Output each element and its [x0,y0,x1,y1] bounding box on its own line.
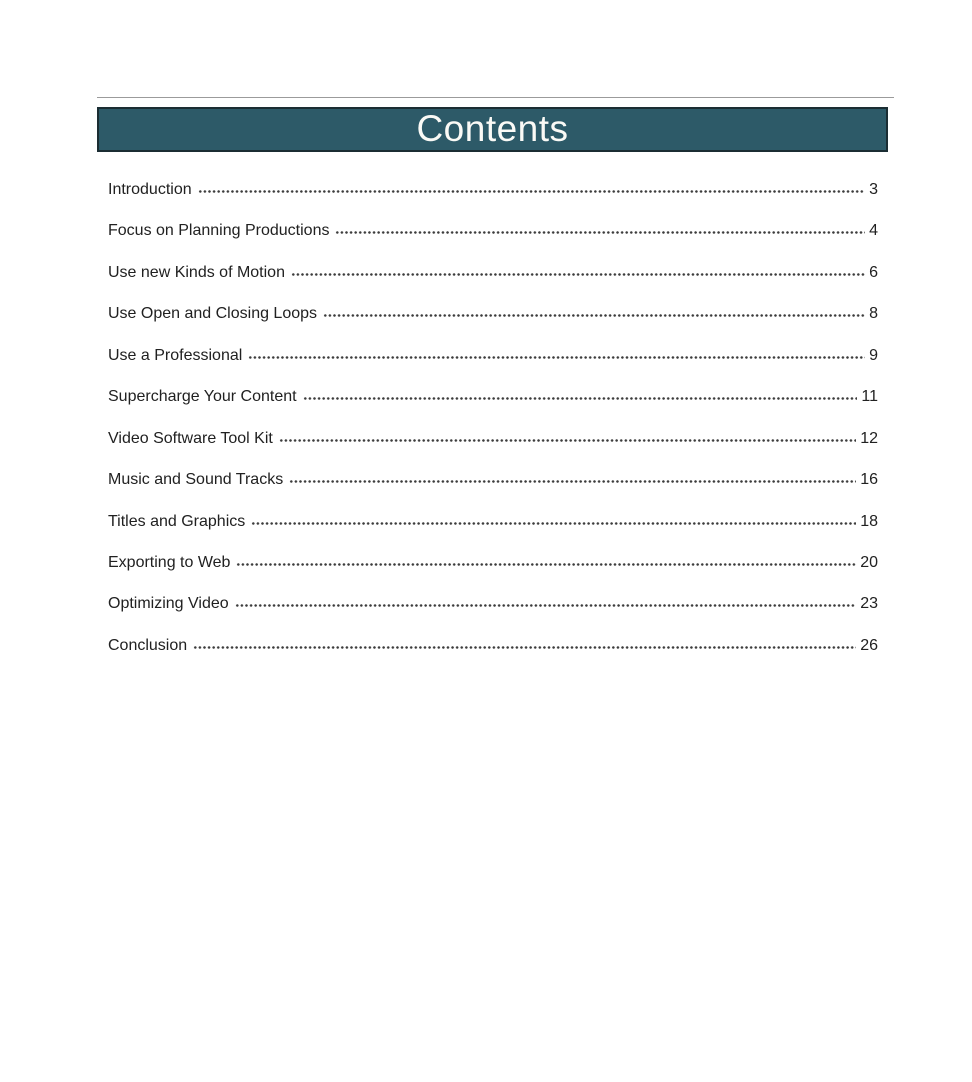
toc-leader-dots [323,313,865,318]
toc-page-number: 20 [860,553,878,571]
toc-entry-title: Exporting to Web [108,553,231,571]
toc-entry-title: Conclusion [108,636,188,654]
horizontal-rule [97,97,894,98]
toc-entry-title: Video Software Tool Kit [108,429,273,447]
toc-entry-title: Use Open and Closing Loops [108,305,318,323]
toc-page-number: 26 [860,636,878,654]
toc-entry [108,293,878,334]
table-of-contents [108,169,878,666]
toc-entry-title: Introduction [108,181,192,198]
toc-entry [108,169,878,210]
toc-entry [108,210,878,251]
toc-leader-dots [251,521,856,526]
toc-entry-title: Optimizing Video [108,595,229,613]
contents-header-bar [97,107,888,152]
toc-page-number: 9 [869,346,878,364]
toc-entry [108,252,878,293]
toc-leader-dots [236,562,856,567]
toc-entry-title: Use a Professional [108,346,243,364]
toc-page-number: 11 [861,388,878,406]
toc-leader-dots [193,645,856,650]
toc-entry [108,542,878,583]
toc-entry [108,501,878,542]
toc-leader-dots [335,230,865,235]
toc-page-number: 6 [869,263,878,281]
page-title: Contents [416,107,569,149]
toc-page-number: 3 [869,181,878,198]
toc-entry-title: Music and Sound Tracks [108,471,284,489]
toc-entry [108,459,878,500]
toc-entry-title: Supercharge Your Content [108,388,297,406]
toc-leader-dots [289,479,856,484]
toc-leader-dots [279,438,856,443]
toc-leader-dots [235,603,857,608]
toc-page-number: 23 [860,595,878,613]
toc-leader-dots [248,355,865,360]
toc-entry-title: Focus on Planning Productions [108,222,330,240]
toc-leader-dots [303,396,858,401]
toc-leader-dots [198,189,865,194]
toc-entry [108,583,878,624]
toc-page-number: 12 [860,429,878,447]
toc-page-number: 18 [860,512,878,530]
toc-page-number: 16 [860,471,878,489]
toc-entry [108,335,878,376]
toc-entry-title: Use new Kinds of Motion [108,263,285,281]
toc-page-number: 4 [869,222,878,240]
toc-entry-title: Titles and Graphics [108,512,246,530]
toc-entry [108,376,878,417]
toc-page-number: 8 [869,305,878,323]
toc-leader-dots [291,272,865,277]
toc-entry [108,625,878,666]
toc-entry [108,418,878,459]
